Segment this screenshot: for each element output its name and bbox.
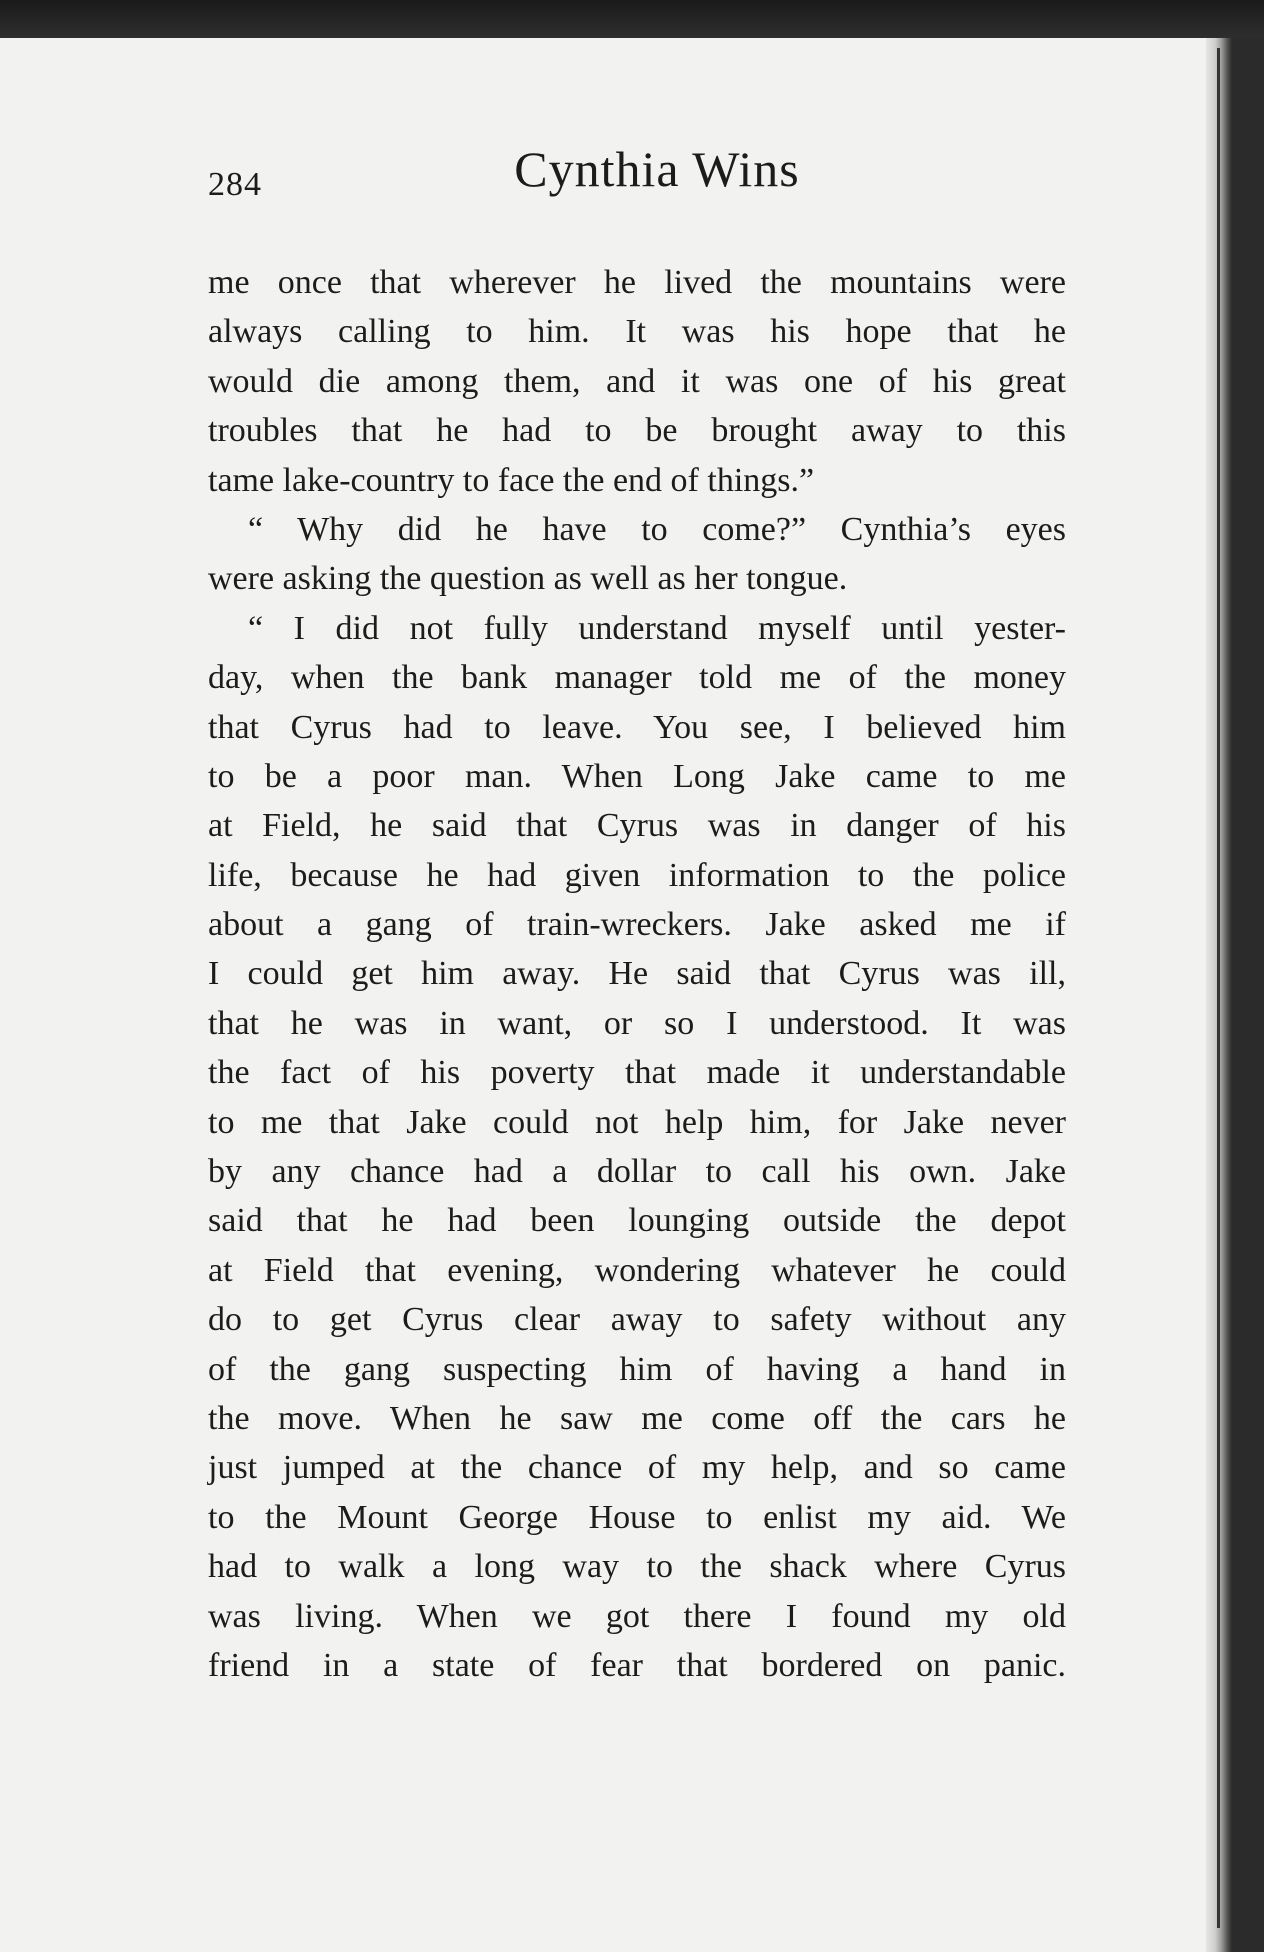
text-line: that he was in want, or so I understood. It was [208, 1004, 1066, 1042]
text-line: day, when the bank manager told me of the money [208, 659, 1066, 697]
text-line: were asking the question as well as her tongue. [208, 560, 848, 598]
text-line: about a gang of train-wreckers. Jake asked me if [208, 906, 1066, 944]
scan-top-border [0, 0, 1264, 38]
text-line: had to walk a long way to the shack where Cyrus [208, 1548, 1066, 1586]
text-line: to the Mount George House to enlist my aid. We [208, 1498, 1066, 1536]
page-header [208, 132, 1066, 212]
text-line: the fact of his poverty that made it understandable [208, 1054, 1066, 1092]
text-line: to be a poor man. When Long Jake came to me [208, 757, 1066, 795]
text-line: troubles that he had to be brought away to this [208, 412, 1066, 450]
text-line: by any chance had a dollar to call his own. Jake [208, 1153, 1066, 1191]
text-line: life, because he had given information to the police [208, 856, 1066, 894]
body-text [208, 258, 1066, 1690]
text-line: said that he had been lounging outside the depot [208, 1202, 1066, 1240]
text-line: was living. When we got there I found my old [208, 1597, 1066, 1635]
text-line: I could get him away. He said that Cyrus was ill, [208, 955, 1066, 993]
binding-edge-line [1217, 48, 1220, 1928]
text-line: of the gang suspecting him of having a hand in [208, 1350, 1066, 1388]
text-line: tame lake-country to face the end of things.” [208, 461, 815, 499]
text-line: would die among them, and it was one of his great [208, 362, 1066, 400]
text-line: always calling to him. It was his hope that he [208, 313, 1066, 351]
text-line: the move. When he saw me come off the cars he [208, 1399, 1066, 1437]
running-title: Cynthia Wins [514, 141, 800, 197]
page-number: 284 [208, 166, 262, 203]
text-line: “ I did not fully understand myself until yester- [248, 609, 1066, 647]
text-line: me once that wherever he lived the mountains were [208, 264, 1066, 301]
text-line: at Field, he said that Cyrus was in danger of his [208, 807, 1066, 845]
text-line: at Field that evening, wondering whatever he could [208, 1251, 1066, 1289]
text-line: “ Why did he have to come?” Cynthia’s eyes [248, 510, 1066, 548]
text-line: to me that Jake could not help him, for Jake never [208, 1103, 1066, 1141]
text-line: just jumped at the chance of my help, and so came [208, 1449, 1066, 1487]
text-line: do to get Cyrus clear away to safety without any [208, 1301, 1066, 1339]
page-edge-shadow [1206, 38, 1232, 1952]
text-line: that Cyrus had to leave. You see, I believed him [208, 708, 1066, 746]
text-line: friend in a state of fear that bordered on panic. [208, 1646, 1066, 1684]
